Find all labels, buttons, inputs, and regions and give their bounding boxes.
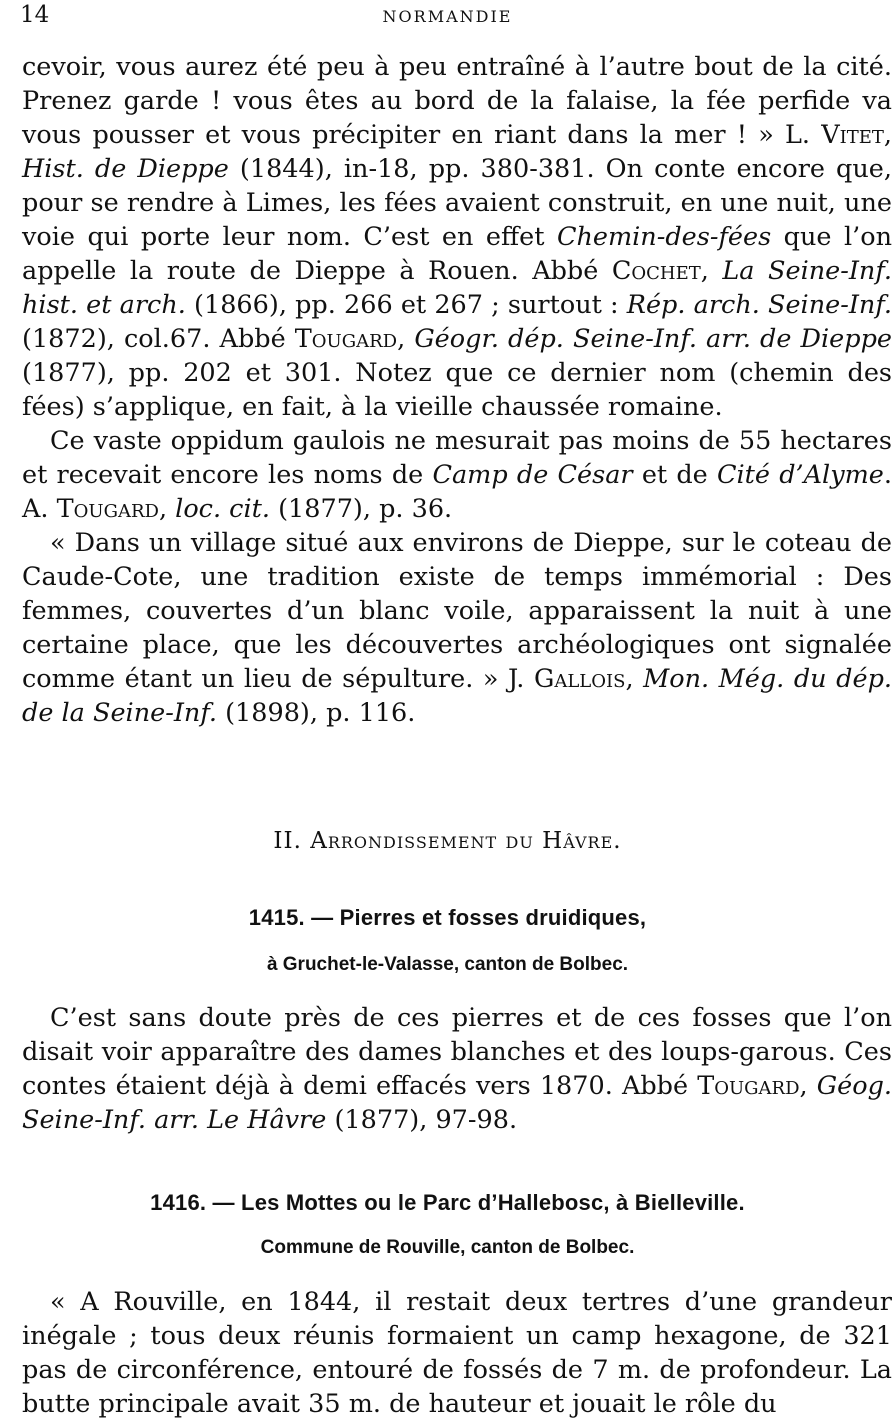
- author-name: Tougard: [294, 324, 398, 354]
- paragraph-oppidum: Ce vaste oppidum gaulois ne mesurait pas moins de 55 hectares et recevait encore les noms de Camp de César et de Cité d’Alyme. A. Tougard, loc. cit. (1877), p. 36.: [22, 426, 892, 524]
- entry-1415-title: 1415. — Pierres et fosses druidiques,: [248, 905, 647, 930]
- place-name: Cité d’Alyme: [716, 460, 884, 490]
- entry-1415-text: [22, 1001, 892, 1137]
- entry-1416-title: 1416. — Les Mottes ou le Parc d’Hallebosc, à Bielleville.: [150, 1190, 745, 1215]
- author-name: Tougard: [56, 494, 159, 524]
- author-name: Vitet: [821, 120, 884, 150]
- place-name: Chemin-des-fées: [556, 222, 772, 252]
- entry-1416-subtitle: Commune de Rouville, canton de Bolbec.: [260, 1237, 635, 1258]
- paragraph-rouville: « A Rouville, en 1844, il restait deux tertres d’une grandeur inégale ; tous deux réunis formaient un camp hexagone, de 321 pas de circonférence, entouré de fossés de 7 m. de profondeur. La butte principale avait 35 m. de hauteur et jouait le rôle du: [22, 1287, 892, 1419]
- paragraph-gruchet: C’est sans doute près de ces pierres et de ces fosses que l’on disait voir apparaître des dames blanches et des loups-garous. Ces contes étaient déjà à demi effacés vers 1870. Abbé Tougard, Géog. Seine-Inf. arr. Le Hâvre (1877), 97-98.: [22, 1003, 892, 1135]
- work-title: Rép. arch. Seine-Inf.: [626, 290, 892, 320]
- entry-1416-text: [22, 1285, 892, 1421]
- page-number: 14: [20, 2, 50, 28]
- author-name: Gallois: [533, 664, 626, 694]
- paragraph-vitet-citation: cevoir, vous aurez été peu à peu entraîné à l’autre bout de la cité. Prenez garde ! vous êtes au bord de la falaise, la fée perfide va vous pousser et vous précipiter en riant dans la mer ! » L. Vitet, Hist. de Dieppe (1844), in-18, pp. 380-381. On conte encore que, pour se rendre à Limes, les fées avaient construit, en une nuit, une voie qui porte leur nom. C’est en effet Chemin-des-fées que l’on appelle la route de Dieppe à Rouen. Abbé Cochet, La Seine-Inf. hist. et arch. (1866), pp. 266 et 267 ; surtout : Rép. arch. Seine-Inf. (1872), col.67. Abbé Tougard, Géogr. dép. Seine-Inf. arr. de Dieppe (1877), pp. 202 et 301. Notez que ce dernier nom (chemin des fées) s’applique, en fait, à la vieille chaussée romaine.: [22, 52, 892, 422]
- entry-1415-subtitle: à Gruchet-le-Valasse, canton de Bolbec.: [266, 954, 629, 975]
- work-title: Mon. Még. du dép. de la Seine-Inf.: [22, 664, 892, 728]
- running-title: NORMANDIE: [382, 7, 513, 26]
- author-name: Tougard: [697, 1071, 800, 1101]
- section-heading: II. Arrondissement du Hâvre.: [273, 828, 622, 854]
- place-name: Camp de César: [432, 460, 633, 490]
- work-title: Hist. de Dieppe: [22, 154, 229, 184]
- running-head: [0, 2, 895, 26]
- paragraph-caude-cote: « Dans un village situé aux environs de Dieppe, sur le coteau de Caude-Cote, une tradition existe de temps immémorial : Des femmes, couvertes d’un blanc voile, apparaissent la nuit à une certaine place, que les découvertes archéologiques ont signalée comme étant un lieu de sépulture. » J. Gallois, Mon. Még. du dép. de la Seine-Inf. (1898), p. 116.: [22, 528, 892, 728]
- work-title: loc. cit.: [175, 494, 270, 524]
- work-title: La Seine-Inf. hist. et arch.: [22, 256, 892, 320]
- work-title: Géog. Seine-Inf. arr. Le Hâvre: [22, 1071, 892, 1135]
- author-name: Cochet: [611, 256, 701, 286]
- continued-text: [22, 50, 892, 730]
- work-title: Géogr. dép. Seine-Inf. arr. de Dieppe: [414, 324, 892, 354]
